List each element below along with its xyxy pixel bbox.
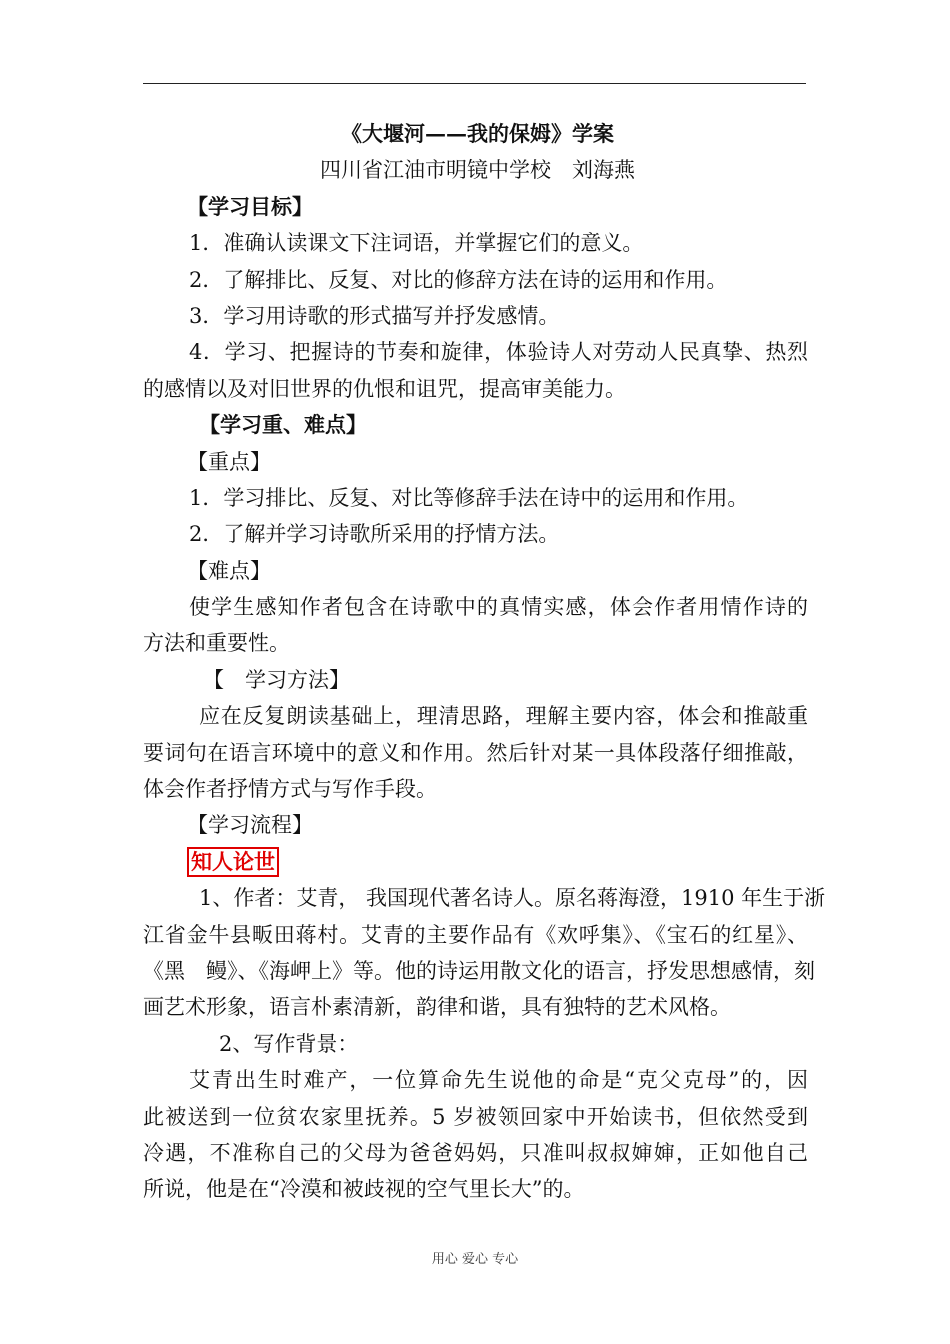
author-intro-line: 江省金牛县畈田蒋村。艾青的主要作品有《欢呼集》、《宝石的红星》、 (143, 922, 808, 947)
author-intro-line: 1、作者：艾青， 我国现代著名诗人。原名蒋海澄，1910 年生于浙 (199, 886, 826, 911)
goal-item-4-line2: 的感情以及对旧世界的仇恨和诅咒，提高审美能力。 (143, 376, 626, 401)
background-line: 艾青出生时难产，一位算命先生说他的命是“克父克母”的，因 (189, 1068, 808, 1093)
key-points-heading: 【重点】 (187, 449, 271, 474)
page-footer: 用心 爱心 专心 (431, 1252, 519, 1267)
difficult-point-line2: 方法和重要性。 (143, 631, 290, 656)
goal-item-4-line1: 4．学习、把握诗的节奏和旋律，体验诗人对劳动人民真挚、热烈 (189, 340, 808, 365)
focus-heading: 【学习重、难点】 (199, 412, 367, 438)
background-heading: 2、写作背景： (219, 1031, 359, 1056)
header-rule (143, 83, 806, 84)
method-line3: 体会作者抒情方式与写作手段。 (143, 777, 437, 802)
method-heading: 【 学习方法】 (203, 667, 350, 692)
goal-item: 2．了解排比、反复、对比的修辞方法在诗的运用和作用。 (189, 267, 728, 292)
document-title: 《大堰河——我的保姆》学案 (341, 121, 614, 146)
document-body (143, 116, 826, 1208)
difficult-points-heading: 【难点】 (187, 558, 271, 583)
goals-heading: 【学习目标】 (187, 193, 313, 219)
author-intro-line: 画艺术形象，语言朴素清新，韵律和谐，具有独特的艺术风格。 (143, 995, 731, 1020)
difficult-point-line1: 使学生感知作者包含在诗歌中的真情实感，体会作者用情作诗的 (189, 595, 808, 620)
author-line: 四川省江油市明镜中学校 刘海燕 (320, 158, 635, 183)
method-line1: 应在反复朗读基础上，理清思路，理解主要内容，体会和推敲重 (199, 704, 808, 729)
goal-item: 1．准确认读课文下注词语，并掌握它们的意义。 (189, 231, 644, 256)
background-line: 此被送到一位贫农家里抚养。5 岁被领回家中开始读书，但依然受到 (143, 1104, 808, 1129)
section-label-row (143, 844, 808, 880)
key-point-item: 2．了解并学习诗歌所采用的抒情方法。 (189, 522, 560, 547)
author-intro-line: 《黑 鳗》、《海岬上》等。他的诗运用散文化的语言，抒发思想感情，刻 (143, 958, 815, 983)
background-line: 冷遇，不准称自己的父母为爸爸妈妈，只准叫叔叔婶婶，正如他自己 (143, 1140, 808, 1165)
process-heading: 【学习流程】 (187, 813, 313, 838)
key-point-item: 1．学习排比、反复、对比等修辞手法在诗中的运用和作用。 (189, 485, 749, 510)
method-line2: 要词句在语言环境中的意义和作用。然后针对某一具体段落仔细推敲， (143, 740, 808, 765)
section-label-zhiren-lunshi: 知人论世 (187, 847, 279, 877)
background-line: 所说，他是在“冷漠和被歧视的空气里长大”的。 (143, 1177, 585, 1202)
goal-item: 3．学习用诗歌的形式描写并抒发感情。 (189, 303, 560, 328)
